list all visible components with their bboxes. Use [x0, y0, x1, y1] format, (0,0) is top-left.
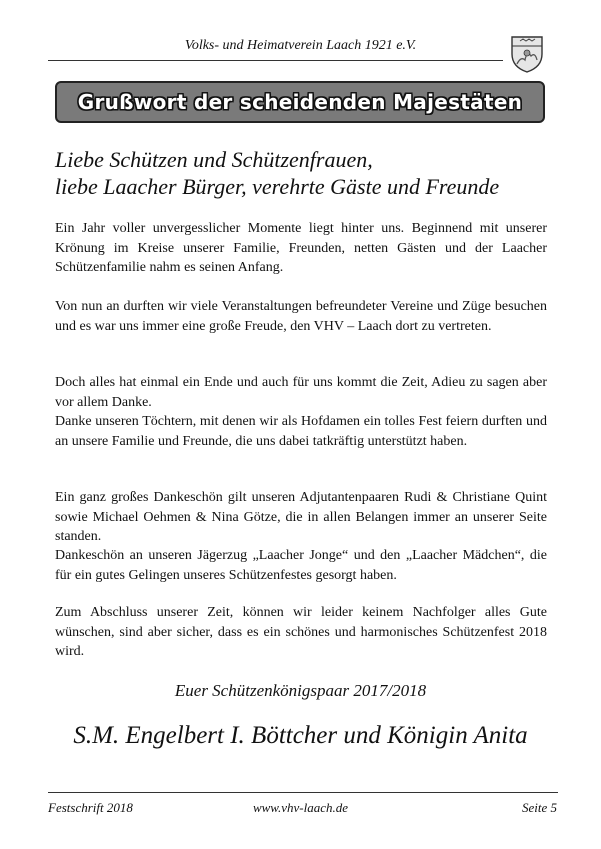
paragraph-3: Doch alles hat einmal ein Ende und auch für uns kommt die Zeit, Adieu zu sagen aber vor allem Danke. — [55, 375, 547, 410]
signature-line-2: S.M. Engelbert I. Böttcher und Königin Anita — [73, 722, 528, 749]
footer-publication: Festschrift 2018 — [48, 800, 133, 815]
footer-page-number: Seite 5 — [521, 800, 557, 815]
paragraph-7: Zum Abschluss unserer Zeit, können wir leider keinem Nachfolger alles Gute wünschen, sind aber sicher, dass es ein schönes und harmonisches Schützenfest 2018 wird. — [55, 605, 547, 659]
paragraph-5: Ein ganz großes Dankeschön gilt unseren Adjutantenpaaren Rudi & Christiane Quint sowie Michael Oehmen & Nina Götze, die in allen Belangen immer an unserer Seite standen. — [55, 490, 547, 544]
paragraph-4: Danke unseren Töchtern, mit denen wir als Hofdamen ein tolles Fest feiern durften und an unsere Familie und Freunde, die uns dabei tatkräftig unterstützt haben. — [55, 414, 547, 449]
greeting-line-1: Liebe Schützen und Schützenfrauen, — [55, 147, 373, 172]
paragraph-2: Von nun an durften wir viele Veranstaltungen befreundeter Vereine und Züge besuchen und es war uns immer eine große Freude, den VHV – Laach dort zu vertreten. — [55, 299, 547, 334]
banner-title: Grußwort der scheidenden Majestäten — [77, 90, 523, 114]
signature-line-1: Euer Schützenkönigspaar 2017/2018 — [174, 681, 427, 700]
coat-of-arms-icon — [509, 34, 545, 74]
header-title: Volks- und Heimatverein Laach 1921 e.V. — [184, 38, 417, 53]
footer-website: www.vhv-laach.de — [252, 800, 349, 815]
greeting-line-2: liebe Laacher Bürger, verehrte Gäste und Freunde — [55, 174, 500, 199]
title-banner — [55, 81, 545, 123]
header-divider — [48, 60, 503, 61]
greeting — [55, 146, 555, 200]
paragraph-1: Ein Jahr voller unvergesslicher Momente liegt hinter uns. Beginnend mit unserer Krönung im Kreise unserer Familie, Freunden, netten Gästen und der Laacher Schützenfamilie nahm es seinen Anfang. — [55, 221, 547, 275]
footer-divider — [48, 792, 558, 793]
paragraph-6: Dankeschön an unseren Jägerzug „Laacher Jonge“ und den „Laacher Mädchen“, die für ein gutes Gelingen unseres Schützenfestes gesorgt haben. — [55, 548, 547, 583]
